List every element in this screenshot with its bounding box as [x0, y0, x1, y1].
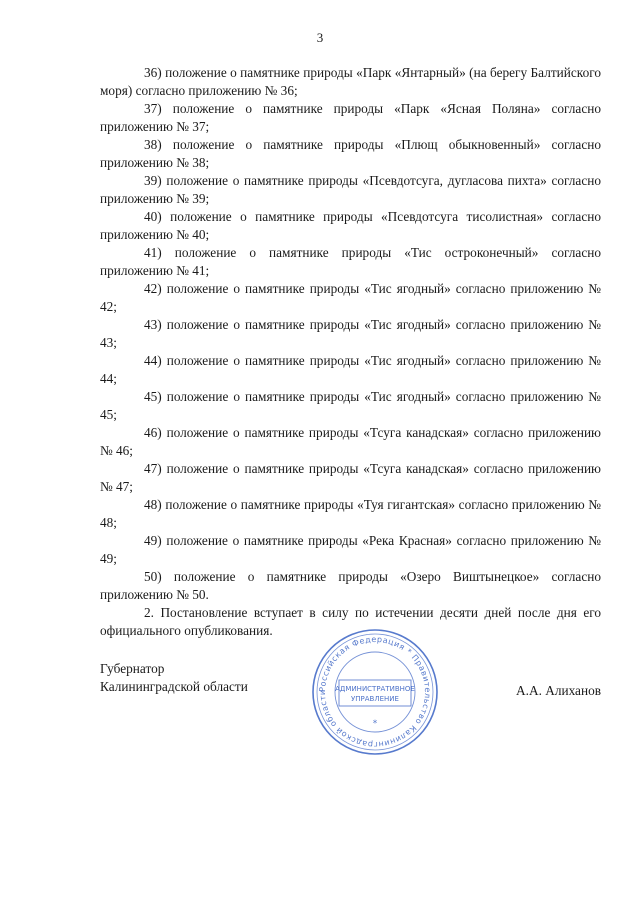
list-item: 43) положение о памятнике природы «Тис ягодный» согласно приложению № 43;: [100, 317, 601, 350]
list-item: 42) положение о памятнике природы «Тис ягодный» согласно приложению № 42;: [100, 281, 601, 314]
signatory-title: [100, 660, 248, 696]
list-item: 46) положение о памятнике природы «Тсуга канадская» согласно приложению № 46;: [100, 425, 601, 458]
svg-text:*: *: [372, 719, 378, 729]
stamp-center-line1: АДМИНИСТРАТИВНОЕ: [335, 685, 415, 693]
list-item: 38) положение о памятнике природы «Плющ обыкновенный» согласно приложению № 38;: [100, 137, 601, 170]
list-item: 48) положение о памятнике природы «Туя гигантская» согласно приложению № 48;: [100, 497, 601, 530]
list-item: 40) положение о памятнике природы «Псевдотсуга тисолистная» согласно приложению № 40;: [100, 209, 601, 242]
closing-paragraph: 2. Постановление вступает в силу по истечении десяти дней после дня его официального опубликования.: [100, 605, 601, 638]
list-item: 36) положение о памятнике природы «Парк «Янтарный» (на берегу Балтийского моря) согласно приложению № 36;: [100, 65, 601, 98]
signatory-name: А.А. Алиханов: [516, 683, 601, 698]
official-stamp: [305, 628, 445, 756]
stamp-icon: [305, 628, 445, 756]
list-item: 45) положение о памятнике природы «Тис ягодный» согласно приложению № 45;: [100, 389, 601, 422]
stamp-center-line2: УПРАВЛЕНИЕ: [351, 695, 399, 703]
document-body: [100, 64, 601, 640]
list-item: 50) положение о памятнике природы «Озеро Виштынецкое» согласно приложению № 50.: [100, 569, 601, 602]
signatory-title-line1: Губернатор: [100, 661, 165, 676]
page-number: 3: [316, 30, 324, 45]
list-item: 44) положение о памятнике природы «Тис ягодный» согласно приложению № 44;: [100, 353, 601, 386]
stamp-outer-text: Российская Федерация * Правительство Калининградской области: [317, 634, 433, 750]
list-item: 37) положение о памятнике природы «Парк «Ясная Поляна» согласно приложению № 37;: [100, 101, 601, 134]
list-item: 47) положение о памятнике природы «Тсуга канадская» согласно приложению № 47;: [100, 461, 601, 494]
signatory-title-line2: Калининградской области: [100, 679, 248, 694]
list-item: 49) положение о памятнике природы «Река Красная» согласно приложению № 49;: [100, 533, 601, 566]
list-item: 39) положение о памятнике природы «Псевдотсуга, дугласова пихта» согласно приложению № 39;: [100, 173, 601, 206]
list-item: 41) положение о памятнике природы «Тис остроконечный» согласно приложению № 41;: [100, 245, 601, 278]
